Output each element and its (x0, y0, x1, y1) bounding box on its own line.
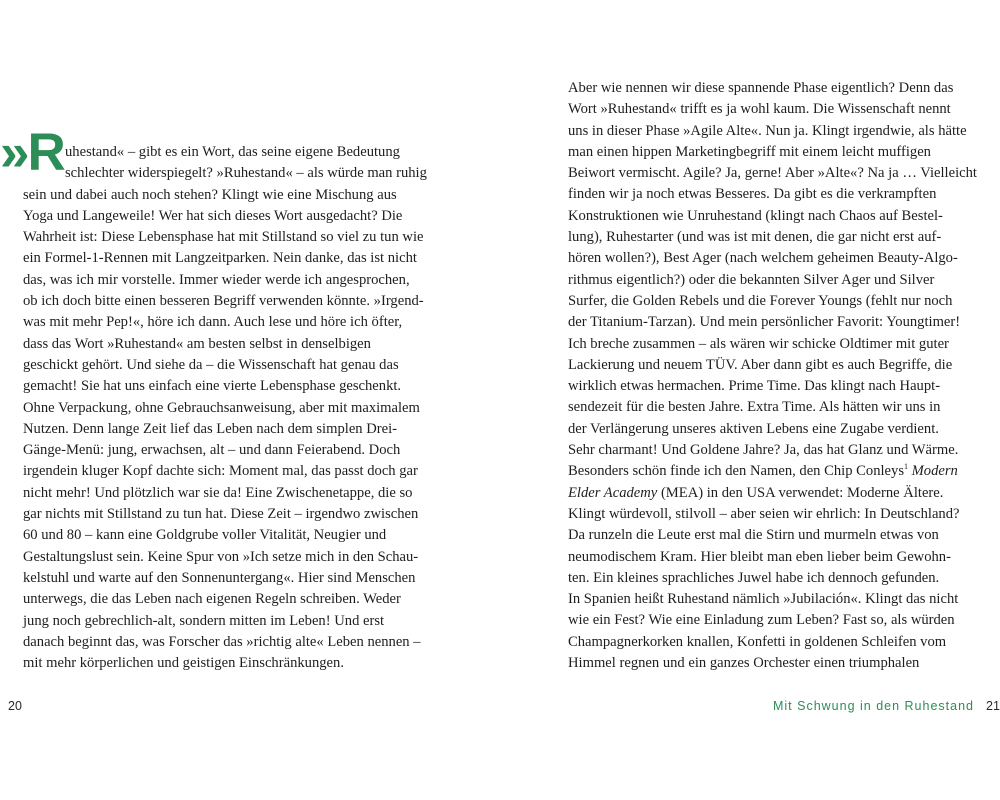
text-line: der Verlängerung unseres aktiven Lebens eine Zugabe verdient. (568, 420, 939, 437)
italic-title: Elder Academy (568, 484, 658, 501)
text-line: Ohne Verpackung, ohne Gebrauchsanweisung, aber mit maximalem (23, 399, 420, 416)
text-line: Yoga und Langeweile! Wer hat sich dieses Wort ausgedacht? Die (23, 207, 403, 224)
text-line: irgendein kluger Kopf dachte sich: Moment mal, das passt doch gar (23, 463, 418, 480)
page-number-right: 21 (986, 699, 1000, 713)
italic-title: Modern (908, 463, 958, 480)
text-line: rithmus eigentlich?) oder die bekannten Silver Ager und Silver (568, 271, 935, 288)
text-line: ten. Ein kleines sprachliches Juwel habe ich dennoch gefunden. (568, 569, 940, 586)
text-line: hören wollen?), Best Ager (nach welchem geheimen Beauty-Algo- (568, 250, 958, 267)
page-number-left: 20 (8, 699, 22, 713)
text-line: gar nichts mit Stillstand zu tun hat. Diese Zeit – irgendwo zwischen (23, 506, 419, 523)
text-line: uns in dieser Phase »Agile Alte«. Nun ja. Klingt irgendwie, als hätte (568, 122, 967, 139)
text-line: Beiwort vermischt. Agile? Ja, gerne! Aber »Alte«? Na ja … Vielleicht (568, 165, 977, 182)
text-line: finden wir ja noch etwas Besseres. Da gibt es die verkrampften (568, 186, 937, 203)
text-line: Lackierung und neuem TÜV. Aber dann gibt es auch Begriffe, die (568, 356, 953, 373)
text-line: sendezeit für die besten Jahre. Extra Time. Als hätten wir uns in (568, 399, 941, 416)
text-line: man einen hippen Marketingbegriff mit einem leicht muffigen (568, 143, 931, 160)
text-line: Sehr charmant! Und Goldene Jahre? Ja, das hat Glanz und Wärme. (568, 442, 959, 459)
left-page-body (0, 123, 433, 674)
text-line: danach beginnt das, was Forscher das »richtig alte« Leben nennen – (23, 633, 421, 650)
text-line: Himmel regnen und ein ganzes Orchester einen triumphalen (568, 655, 920, 672)
text-line: Da runzeln die Leute erst mal die Stirn und murmeln etwas von (568, 527, 939, 544)
text-line: Konstruktionen wie Unruhestand (klingt nach Chaos auf Bestel- (568, 207, 943, 224)
reference-line (568, 483, 978, 504)
text-line: Gestaltungslust sein. Keine Spur von »Ich setze mich in den Schau- (23, 548, 419, 565)
text-line: Wahrheit ist: Diese Lebensphase hat mit Stillstand so viel zu tun wie (23, 229, 424, 246)
text-line: gemacht! Sie hat uns einfach eine vierte Lebensphase geschenkt. (23, 378, 402, 395)
text-line: jung noch gebrechlich-alt, sondern mitten im Leben! Und erst (23, 612, 385, 629)
text-line: 60 und 80 – kann eine Goldgrube voller Vitalität, Neugier und (23, 527, 387, 544)
text-line: sein und dabei auch noch stehen? Klingt wie eine Mischung aus (23, 186, 397, 203)
footnote-marker: 1 (904, 462, 908, 472)
text-line: Nutzen. Denn lange Zeit lief das Leben nach dem simplen Drei- (23, 420, 398, 437)
text-line: Klingt würdevoll, stilvoll – aber seien wir ehrlich: In Deutschland? (568, 505, 960, 522)
text-line: kelstuhl und warte auf den Sonnenuntergang«. Hier sind Menschen (23, 569, 416, 586)
right-page-body (568, 78, 978, 674)
text-line: Surfer, die Golden Rebels und die Forever Youngs (fehlt nur noch (568, 292, 953, 309)
text-line: Gänge-Menü: jung, erwachsen, alt – und dann Feierabend. Doch (23, 442, 401, 459)
drop-cap: »R (0, 123, 64, 182)
text-line: uhestand« – gibt es ein Wort, das seine eigene Bedeutung (65, 144, 400, 160)
text-line: Ich breche zusammen – als wären wir schicke Oldtimer mit guter (568, 335, 949, 352)
text-line: wirklich etwas hermachen. Prime Time. Das klingt nach Haupt- (568, 378, 941, 395)
running-footer: Mit Schwung in den Ruhestand (772, 699, 974, 713)
text-line: In Spanien heißt Ruhestand nämlich »Jubilación«. Klingt das nicht (568, 591, 959, 608)
text-line: mit mehr körperlichen und geistigen Einschränkungen. (23, 655, 344, 672)
text-line: Champagnerkorken knallen, Konfetti in goldenen Schleifen vom (568, 633, 947, 650)
text-span: (MEA) in den USA verwendet: Moderne Ältere. (657, 484, 944, 501)
text-line: nicht mehr! Und plötzlich war sie da! Eine Zwischenetappe, die so (23, 484, 413, 501)
text-line: Wort »Ruhestand« trifft es ja wohl kaum. Die Wissenschaft nennt (568, 101, 951, 118)
text-line: schlechter widerspiegelt? »Ruhestand« – als würde man ruhig (65, 165, 427, 182)
text-line: unterwegs, die das Leben nach eigenen Regeln schreiben. Weder (23, 591, 401, 608)
text-line: wie ein Fest? Wie eine Einladung zum Leben? Fast so, als würden (568, 612, 955, 629)
reference-line (568, 461, 978, 482)
text-span: Besonders schön finde ich den Namen, den Chip Conleys (568, 463, 904, 480)
text-line: lung), Ruhestarter (und was ist mit denen, die gar nicht erst auf- (568, 229, 942, 246)
text-line: neumodischem Kram. Hier bleibt man eben lieber beim Gewohn- (568, 548, 951, 565)
text-line: ob ich doch bitte einen besseren Begriff verwenden könnte. »Irgend- (23, 293, 424, 310)
text-line: Aber wie nennen wir diese spannende Phase eigentlich? Denn das (568, 80, 954, 96)
text-line: ein Formel-1-Rennen mit Langzeitparken. Nein danke, das ist nicht (23, 250, 417, 267)
text-line: geschickt gehört. Und siehe da – die Wissenschaft hat genau das (23, 356, 399, 373)
text-line: was mit mehr Pep!«, höre ich dann. Auch lese und höre ich öfter, (23, 314, 403, 331)
text-line: der Titanium-Tarzan). Und mein persönlicher Favorit: Youngtimer! (568, 314, 961, 331)
text-line: dass das Wort »Ruhestand« am besten selbst in denselbigen (23, 335, 371, 352)
text-line: das, was ich mir vorstelle. Immer wieder werde ich angesprochen, (23, 271, 410, 288)
